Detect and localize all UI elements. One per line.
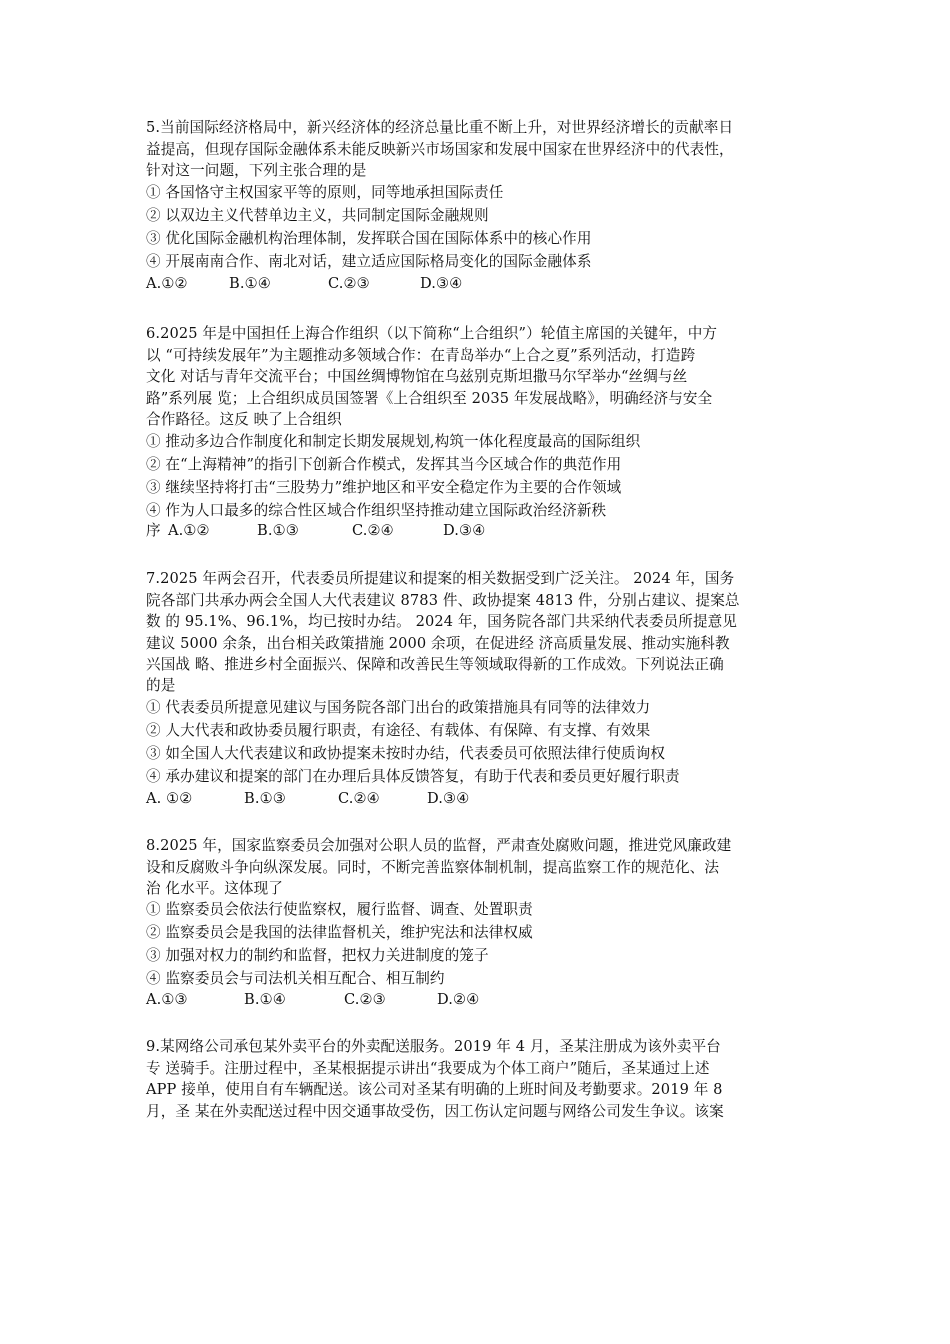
- question-6-item-3: ③ 继续坚持将打击“三股势力”维护地区和平安全稳定作为主要的合作领域: [146, 479, 622, 496]
- question-7-item-4: ④ 承办建议和提案的部门在办理后具体反馈答复，有助于代表和委员更好履行职责: [146, 768, 680, 785]
- question-6-stem-line-5: 合作路径。这反 映了上合组织: [146, 411, 342, 428]
- question-5-stem-line-2: 益提高，但现存国际金融体系未能反映新兴市场国家和发展中国家在世界经济中的代表性，: [146, 141, 734, 158]
- question-8-item-4: ④ 监察委员会与司法机关相互配合、相互制约: [146, 970, 445, 987]
- question-7-stem-line-1: 7.2025 年两会召开，代表委员所提建议和提案的相关数据受到广泛关注。 2024 年，国务: [146, 570, 735, 587]
- question-5-option-b[interactable]: B.①④: [229, 275, 271, 292]
- question-8-stem-line-1: 8.2025 年，国家监察委员会加强对公职人员的监督，严肃查处腐败问题，推进党风廉政建: [146, 837, 732, 854]
- question-7-item-3: ③ 如全国人大代表建议和政协提案未按时办结，代表委员可依照法律行使质询权: [146, 745, 666, 762]
- question-6-stem-line-4: 路”系列展 览；上合组织成员国签署《上合组织至 2035 年发展战略》，明确经济与安全: [146, 390, 713, 407]
- question-7-option-c[interactable]: C.②④: [338, 790, 380, 807]
- question-7-stem-line-4: 建议 5000 余条，出台相关政策措施 2000 余项，在促进经 济高质量发展、推动实施科教: [146, 635, 730, 652]
- question-8-option-d[interactable]: D.②④: [437, 991, 480, 1008]
- question-5-item-4: ④ 开展南南合作、南北对话，建立适应国际格局变化的国际金融体系: [146, 253, 592, 270]
- question-7-stem-line-2: 院各部门共承办两会全国人大代表建议 8783 件、政协提案 4813 件，分别占建议、提案总: [146, 592, 740, 609]
- question-6-answer-prefix: 序: [146, 522, 161, 539]
- question-7-option-b[interactable]: B.①③: [244, 790, 286, 807]
- question-7-option-d[interactable]: D.③④: [427, 790, 470, 807]
- question-8-option-c[interactable]: C.②③: [344, 991, 386, 1008]
- question-7-stem-line-5: 兴国战 略、推进乡村全面振兴、保障和改善民生等领域取得新的工作成效。下列说法正确: [146, 656, 724, 673]
- question-6-option-b[interactable]: B.①③: [257, 522, 299, 539]
- question-6-item-4: ④ 作为人口最多的综合性区域合作组织坚持推动建立国际政治经济新秩: [146, 502, 607, 519]
- question-8-answer-options: [146, 990, 816, 1010]
- question-5-stem-line-3: 针对这一问题，下列主张合理的是: [146, 162, 367, 179]
- question-9-stem-line-2: 专 送骑手。注册过程中，圣某根据提示讲出“我要成为个体工商户”随后，圣某通过上述: [146, 1060, 710, 1077]
- question-8-stem-line-3: 治 化水平。这体现了: [146, 880, 283, 897]
- question-6-stem-line-2: 以 “可持续发展年”为主题推动多领域合作：在青岛举办“上合之夏”系列活动，打造跨: [146, 347, 696, 364]
- question-8-item-3: ③ 加强对权力的制约和监督，把权力关进制度的笼子: [146, 947, 489, 964]
- question-5-item-1: ① 各国恪守主权国家平等的原则，同等地承担国际责任: [146, 184, 504, 201]
- question-5-item-2: ② 以双边主义代替单边主义，共同制定国际金融规则: [146, 207, 489, 224]
- question-5-option-a[interactable]: A.①②: [146, 275, 188, 292]
- question-7-stem-line-6: 的是: [146, 677, 176, 694]
- question-6-option-d[interactable]: D.③④: [443, 522, 486, 539]
- question-6-item-1: ① 推动多边合作制度化和制定长期发展规划,构筑一体化程度最高的国际组织: [146, 433, 641, 450]
- question-7-answer-options: [146, 789, 816, 809]
- question-5-option-d[interactable]: D.③④: [420, 275, 463, 292]
- question-5-answer-options: [146, 274, 816, 294]
- question-8-stem-line-2: 设和反腐败斗争向纵深发展。同时，不断完善监察体制机制，提高监察工作的规范化、法: [146, 859, 720, 876]
- question-6-stem-line-1: 6.2025 年是中国担任上海合作组织（以下简称“上合组织”）轮值主席国的关键年，中方: [146, 325, 718, 342]
- question-9-stem-line-3: APP 接单，使用自有车辆配送。该公司对圣某有明确的上班时间及考勤要求。2019 年 8: [146, 1081, 723, 1098]
- question-6-stem-line-3: 文化 对话与青年交流平台；中国丝绸博物馆在乌兹别克斯坦撒马尔罕举办“丝绸与丝: [146, 368, 688, 385]
- question-7-item-2: ② 人大代表和政协委员履行职责，有途径、有载体、有保障、有支撑、有效果: [146, 722, 651, 739]
- question-5-item-3: ③ 优化国际金融机构治理体制，发挥联合国在国际体系中的核心作用: [146, 230, 592, 247]
- question-8-item-2: ② 监察委员会是我国的法律监督机关，维护宪法和法律权威: [146, 924, 533, 941]
- question-6-option-c[interactable]: C.②④: [352, 522, 394, 539]
- question-6-item-2: ② 在“上海精神”的指引下创新合作模式，发挥其当今区域合作的典范作用: [146, 456, 622, 473]
- question-7-item-1: ① 代表委员所提意见建议与国务院各部门出台的政策措施具有同等的法律效力: [146, 699, 651, 716]
- question-5-stem-line-1: 5.当前国际经济格局中，新兴经济体的经济总量比重不断上升，对世界经济增长的贡献率日: [146, 119, 734, 136]
- question-8-option-b[interactable]: B.①④: [244, 991, 286, 1008]
- question-8-item-1: ① 监察委员会依法行使监察权，履行监督、调查、处置职责: [146, 901, 533, 918]
- question-6-answer-options: [146, 521, 816, 541]
- question-8-option-a[interactable]: A.①③: [146, 991, 188, 1008]
- question-7-stem-line-3: 数 的 95.1%、96.1%，均已按时办结。 2024 年，国务院各部门共采纳代表委员所提意见: [146, 613, 738, 630]
- question-5-option-c[interactable]: C.②③: [328, 275, 370, 292]
- question-9-stem-line-1: 9.某网络公司承包某外卖平台的外卖配送服务。2019 年 4 月，圣某注册成为该外卖平台: [146, 1038, 721, 1055]
- question-6-option-a[interactable]: A.①②: [168, 522, 210, 539]
- question-7-option-a[interactable]: A. ①②: [146, 790, 193, 807]
- question-9-stem-line-4: 月，圣 某在外卖配送过程中因交通事故受伤，因工伤认定问题与网络公司发生争议。该案: [146, 1103, 724, 1120]
